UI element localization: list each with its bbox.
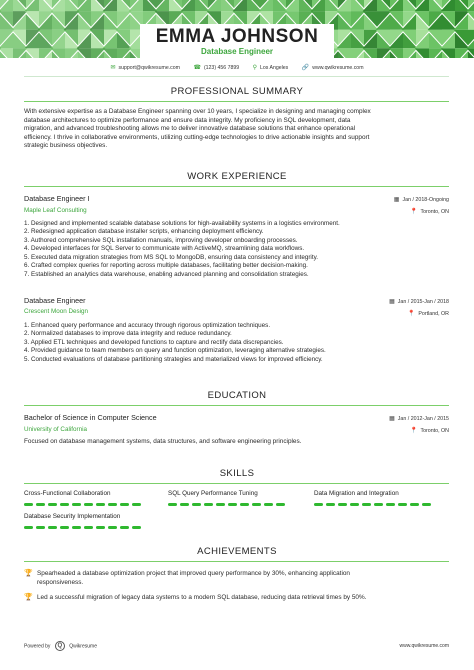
job-location: [410, 208, 449, 215]
list-item: 7. Established an analytics data warehouse, enabling advanced planning and consolidation strategies.: [24, 270, 309, 278]
skill-rating-segment: [314, 503, 323, 506]
education-dates: [389, 415, 449, 422]
skill-rating-segment: [72, 503, 81, 506]
summary-line: strategic business objectives.: [24, 142, 108, 150]
skill-rating-segment: [264, 503, 273, 506]
education-description: Focused on database management systems, data structures, and software engineering principles.: [24, 438, 302, 445]
experience-title: WORK EXPERIENCE: [187, 171, 287, 182]
calendar-icon: ▦: [389, 416, 395, 422]
skill-rating-segment: [84, 526, 93, 529]
skill-rating-segment: [180, 503, 189, 506]
achievement-line: Led a successful migration of legacy data systems to a modern SQL database, reducing data retrieval times by 50%.: [37, 594, 367, 601]
skill-rating-segment: [120, 526, 129, 529]
skill-rating: [314, 503, 434, 506]
skill-rating-segment: [132, 526, 141, 529]
achievement-text: [37, 570, 455, 587]
location-icon: ⚲: [252, 65, 257, 71]
skill-rating-segment: [48, 526, 57, 529]
contact-phone[interactable]: [193, 64, 239, 71]
education-title: EDUCATION: [207, 390, 267, 401]
skill-rating-segment: [240, 503, 249, 506]
list-item: 4. Provided guidance to team members on query and function optimization, leveraging alternative strategies.: [24, 347, 326, 355]
skill-rating-segment: [48, 503, 57, 506]
footer-url[interactable]: www.qwikresume.com: [399, 643, 449, 649]
skill-rating-segment: [386, 503, 395, 506]
contact-phone-text: (123) 456 7899: [203, 65, 240, 71]
award-icon: 🏆: [24, 594, 33, 601]
skill-rating-segment: [410, 503, 419, 506]
experience-title-rule: [24, 186, 449, 187]
skill-rating-segment: [168, 503, 177, 506]
list-item: 1. Enhanced query performance and accuracy through rigorous optimization techniques.: [24, 322, 271, 329]
achievement-line: Spearheaded a database optimization project that improved query performance by 30%, enhancing application: [37, 570, 350, 577]
skill-rating-segment: [108, 526, 117, 529]
skill-rating-segment: [350, 503, 359, 506]
skill-rating-segment: [36, 503, 45, 506]
skill-rating-segment: [326, 503, 335, 506]
education-title-rule: [24, 405, 449, 406]
skill-rating: [24, 526, 144, 529]
achievement-item: [24, 570, 454, 588]
job-location-text: Toronto, ON: [420, 209, 449, 215]
summary-title-rule: [24, 101, 449, 102]
skill-rating-segment: [24, 503, 33, 506]
education-location: [410, 427, 449, 434]
skill-rating-segment: [338, 503, 347, 506]
contact-bar: [0, 64, 474, 71]
school-name: University of California: [24, 426, 87, 433]
achievement-item: [24, 594, 454, 603]
powered-by-label: Powered by: [24, 643, 51, 650]
skill-rating: [168, 503, 288, 506]
skill-rating-segment: [216, 503, 225, 506]
skill-name: Cross-Functional Collaboration: [24, 490, 111, 497]
skill-rating-segment: [108, 503, 117, 506]
candidate-name: EMMA JOHNSON: [155, 26, 319, 47]
list-item: 5. Conducted evaluations of database partitioning strategies and materialized views for improved efficiency.: [24, 355, 323, 363]
qwikresume-logo-icon: Q: [55, 641, 65, 651]
achievement-text: [37, 594, 455, 603]
skills-title-rule: [24, 483, 449, 484]
job-company: Maple Leaf Consulting: [24, 207, 87, 214]
list-item: 2. Redesigned application database installer scripts, enhancing deployment efficiency.: [24, 228, 264, 236]
calendar-icon: ▦: [393, 197, 400, 203]
achievements-title: ACHIEVEMENTS: [197, 546, 277, 557]
degree-title: Bachelor of Science in Computer Science: [24, 413, 157, 422]
skill-rating-segment: [276, 503, 285, 506]
award-icon: 🏆: [24, 570, 33, 577]
skill-rating-segment: [398, 503, 407, 506]
calendar-icon: ▦: [389, 299, 395, 305]
brand-name[interactable]: Qwikresume: [69, 643, 97, 650]
job-dates: [389, 298, 449, 305]
job-bullet-list: [24, 322, 449, 364]
summary-text: [24, 108, 449, 151]
job-company: Crescent Moon Design: [24, 308, 89, 315]
contact-website-text: www.qwikresume.com: [312, 65, 364, 71]
education-location-text: Toronto, ON: [420, 428, 449, 434]
link-icon: 🔗: [301, 65, 310, 71]
skill-rating-segment: [60, 503, 69, 506]
candidate-role: Database Engineer: [200, 47, 274, 56]
summary-line: database architectures to optimize performance and ensure data integrity. My proficiency in SQL development, data: [24, 116, 351, 124]
job-dates-text: Jan / 2018-Ongoing: [402, 197, 449, 203]
contact-email-text: support@qwikresume.com: [118, 65, 180, 71]
job-dates-text: Jan / 2015-Jan / 2018: [397, 299, 449, 305]
job-bullet-list: [24, 220, 449, 279]
skill-rating: [24, 503, 144, 506]
phone-icon: ☎: [193, 65, 201, 71]
pin-icon: 📍: [407, 311, 416, 317]
skill-name: SQL Query Performance Tuning: [168, 490, 258, 497]
skill-rating-segment: [84, 503, 93, 506]
skill-rating-segment: [36, 526, 45, 529]
summary-line: efficiency. I thrive in collaborative environments, utilizing cutting-edge technologies to drive actionable insights and support: [24, 133, 370, 141]
skill-name: Data Migration and Integration: [314, 490, 399, 497]
list-item: 5. Executed data migration strategies from MS SQL to MongoDB, ensuring data consistency and integrity.: [24, 253, 319, 261]
skill-rating-segment: [252, 503, 261, 506]
list-item: 6. Crafted complex queries for reporting across multiple databases, facilitating better decision-making.: [24, 262, 308, 270]
skill-rating-segment: [374, 503, 383, 506]
skill-name: Database Security Implementation: [24, 513, 121, 520]
skill-rating-segment: [24, 526, 33, 529]
footer-powered-by: [24, 641, 97, 651]
summary-title: PROFESSIONAL SUMMARY: [170, 86, 304, 97]
contact-location: [253, 64, 289, 71]
job-location-text: Portland, OR: [418, 311, 449, 317]
contact-location-text: Los Angeles: [260, 65, 289, 71]
skill-rating-segment: [362, 503, 371, 506]
job-dates: [394, 196, 449, 203]
contact-website[interactable]: [302, 64, 364, 71]
summary-line: migration, and advanced troubleshooting allows me to deliver innovative database solutions that enhance operational: [24, 125, 356, 133]
skills-title: SKILLS: [219, 468, 255, 479]
summary-line: With extensive expertise as a Database Engineer spanning over 10 years, I specialize in designing and managing complex: [24, 108, 371, 115]
list-item: 1. Designed and implemented scalable database solutions for high-availability systems in a logistics environment.: [24, 220, 340, 227]
skill-rating-segment: [132, 503, 141, 506]
job-location: [408, 310, 449, 317]
education-dates-text: Jan / 2012-Jan / 2015: [397, 416, 449, 422]
skill-rating-segment: [192, 503, 201, 506]
pin-icon: 📍: [409, 209, 418, 215]
skill-rating-segment: [204, 503, 213, 506]
achievement-line: responsiveness.: [37, 578, 84, 586]
skill-rating-segment: [120, 503, 129, 506]
header-divider: [24, 76, 449, 77]
job-title: Database Engineer: [24, 296, 86, 305]
list-item: 2. Normalized databases to improve data integrity and reduce redundancy.: [24, 330, 232, 338]
contact-email[interactable]: [110, 64, 180, 71]
skill-rating-segment: [422, 503, 431, 506]
skill-rating-segment: [72, 526, 81, 529]
job-title: Database Engineer I: [24, 194, 90, 203]
skill-rating-segment: [96, 526, 105, 529]
skill-rating-segment: [96, 503, 105, 506]
list-item: 3. Applied ETL techniques and developed functions to capture and rectify data discrepancies.: [24, 338, 284, 346]
email-icon: ✉: [110, 65, 116, 71]
achievements-title-rule: [24, 561, 449, 562]
skill-rating-segment: [228, 503, 237, 506]
list-item: 3. Authored comprehensive SQL installation manuals, improving developer onboarding processes.: [24, 236, 298, 244]
pin-icon: 📍: [409, 428, 418, 434]
list-item: 4. Developed interfaces for SQL Server to communicate with ActiveMQ, streamlining data workflows.: [24, 245, 305, 253]
skill-rating-segment: [60, 526, 69, 529]
